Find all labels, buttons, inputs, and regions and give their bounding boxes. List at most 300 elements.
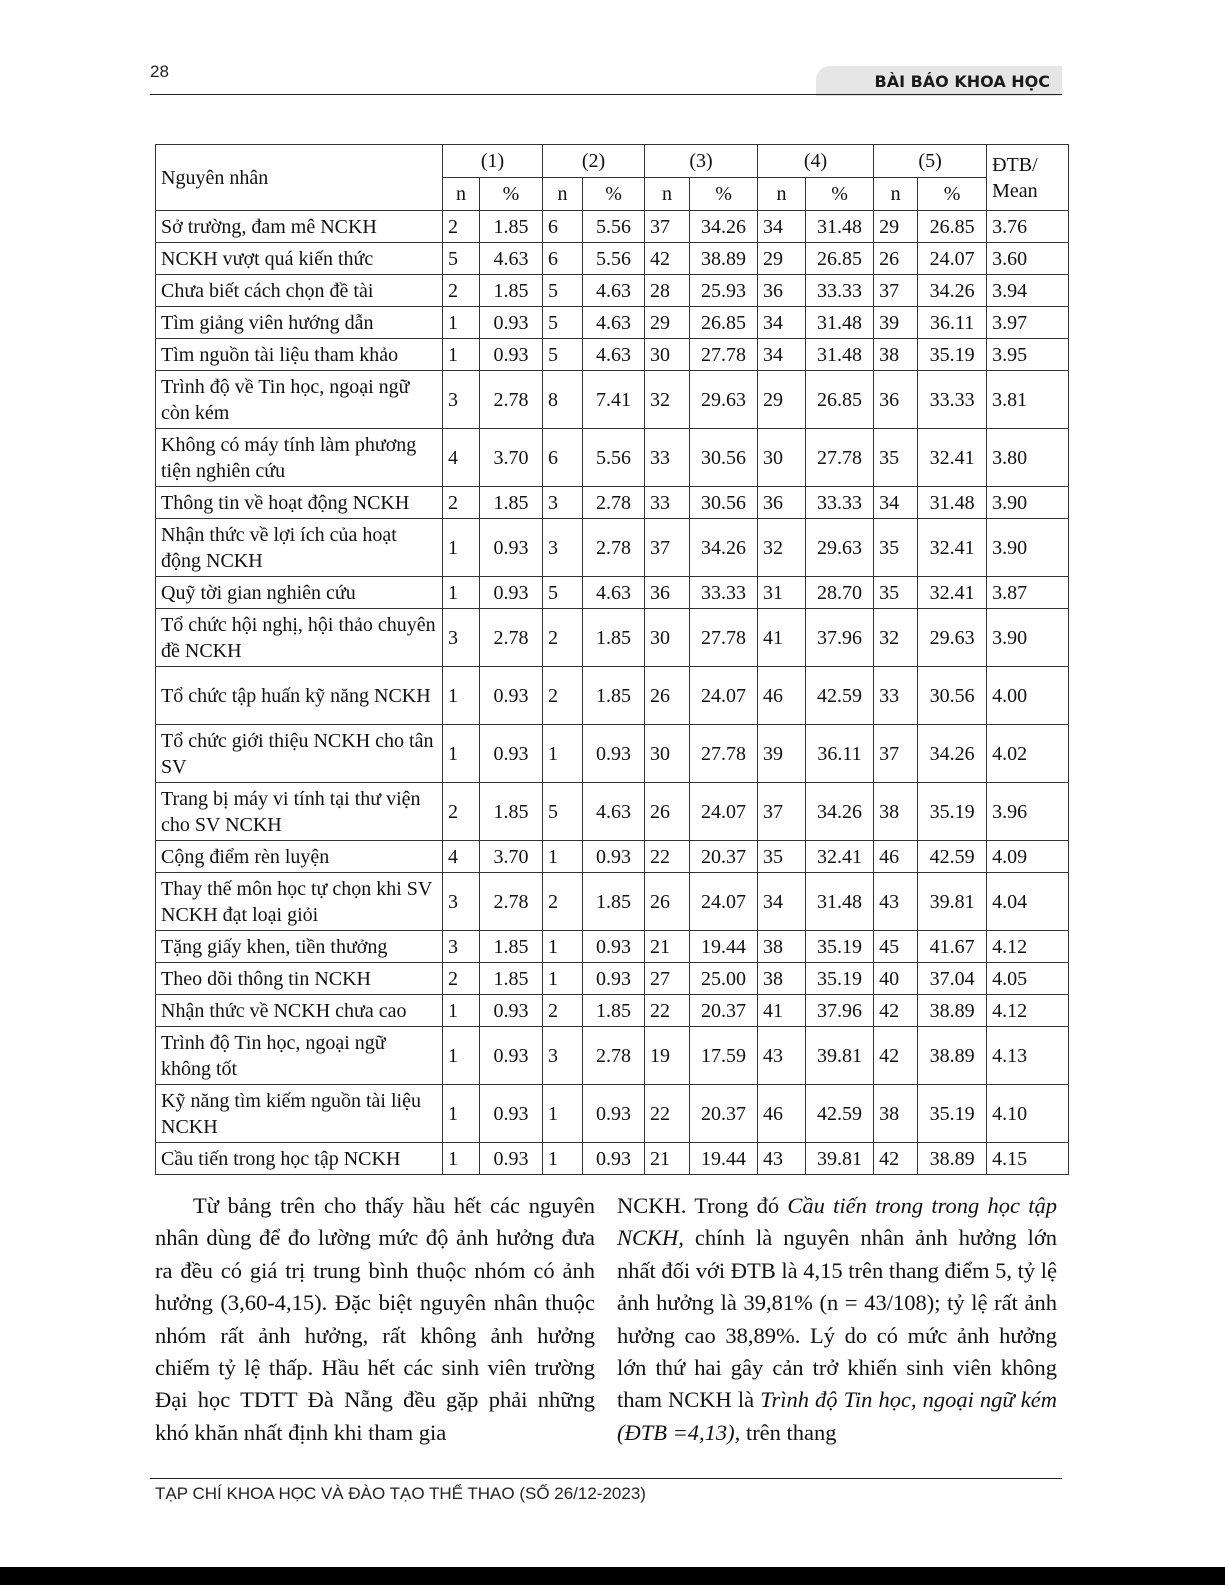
percent-cell: 4.63: [583, 307, 645, 339]
percent-cell: 35.19: [806, 931, 874, 963]
journal-footer: TẠP CHÍ KHOA HỌC VÀ ĐÀO TẠO THỂ THAO (SỐ 26/12-2023): [155, 1484, 646, 1503]
cause-cell: Nhận thức về lợi ích của hoạt động NCKH: [156, 519, 443, 577]
count-cell: 35: [874, 577, 918, 609]
count-cell: 45: [874, 931, 918, 963]
count-cell: 19: [645, 1027, 690, 1085]
cause-cell: Thay thế môn học tự chọn khi SV NCKH đạt loại giỏi: [156, 873, 443, 931]
table-row: [156, 371, 1069, 429]
header-mean-line1: ĐTB/: [992, 153, 1038, 176]
count-cell: 3: [443, 931, 480, 963]
count-cell: 6: [543, 429, 583, 487]
count-cell: 37: [645, 211, 690, 243]
count-cell: 5: [543, 339, 583, 371]
mean-cell: 4.10: [987, 1085, 1069, 1143]
percent-cell: 24.07: [690, 873, 758, 931]
table-row: [156, 307, 1069, 339]
percent-cell: 30.56: [690, 429, 758, 487]
table-row: [156, 211, 1069, 243]
count-cell: 29: [758, 243, 806, 275]
cause-cell: Theo dõi thông tin NCKH: [156, 963, 443, 995]
mean-cell: 3.76: [987, 211, 1069, 243]
cause-cell: Quỹ tời gian nghiên cứu: [156, 577, 443, 609]
percent-cell: 7.41: [583, 371, 645, 429]
count-cell: 42: [645, 243, 690, 275]
percent-cell: 0.93: [480, 339, 543, 371]
mean-cell: 3.95: [987, 339, 1069, 371]
count-cell: 2: [443, 963, 480, 995]
count-cell: 2: [543, 873, 583, 931]
percent-cell: 28.70: [806, 577, 874, 609]
count-cell: 1: [543, 963, 583, 995]
percent-cell: 3.70: [480, 841, 543, 873]
count-cell: 3: [543, 1027, 583, 1085]
cause-cell: Tổ chức tập huấn kỹ năng NCKH: [156, 667, 443, 725]
count-cell: 26: [645, 783, 690, 841]
table-row: [156, 339, 1069, 371]
percent-cell: 1.85: [480, 783, 543, 841]
table-row: [156, 1027, 1069, 1085]
percent-cell: 32.41: [918, 577, 987, 609]
percent-cell: 39.81: [806, 1143, 874, 1175]
count-cell: 36: [758, 275, 806, 307]
table-row: [156, 873, 1069, 931]
header-pct: %: [806, 178, 874, 211]
percent-cell: 4.63: [583, 275, 645, 307]
count-cell: 36: [874, 371, 918, 429]
percent-cell: 0.93: [583, 963, 645, 995]
count-cell: 29: [758, 371, 806, 429]
count-cell: 1: [543, 725, 583, 783]
count-cell: 39: [758, 725, 806, 783]
count-cell: 26: [645, 667, 690, 725]
percent-cell: 0.93: [583, 725, 645, 783]
count-cell: 21: [645, 931, 690, 963]
percent-cell: 38.89: [918, 995, 987, 1027]
count-cell: 43: [874, 873, 918, 931]
percent-cell: 24.07: [918, 243, 987, 275]
count-cell: 4: [443, 429, 480, 487]
count-cell: 6: [543, 243, 583, 275]
count-cell: 2: [443, 211, 480, 243]
count-cell: 38: [874, 1085, 918, 1143]
count-cell: 43: [758, 1027, 806, 1085]
count-cell: 35: [874, 429, 918, 487]
percent-cell: 0.93: [480, 995, 543, 1027]
mean-cell: 4.04: [987, 873, 1069, 931]
cause-cell: Kỹ năng tìm kiếm nguồn tài liệu NCKH: [156, 1085, 443, 1143]
header-n: n: [758, 178, 806, 211]
percent-cell: 19.44: [690, 931, 758, 963]
percent-cell: 0.93: [583, 1143, 645, 1175]
percent-cell: 31.48: [806, 339, 874, 371]
percent-cell: 4.63: [480, 243, 543, 275]
percent-cell: 41.67: [918, 931, 987, 963]
count-cell: 34: [758, 211, 806, 243]
percent-cell: 19.44: [690, 1143, 758, 1175]
header-mean: [987, 145, 1069, 211]
percent-cell: 26.85: [806, 371, 874, 429]
body-paragraph-continued: [617, 1190, 1057, 1449]
mean-cell: 3.94: [987, 275, 1069, 307]
mean-cell: 3.90: [987, 487, 1069, 519]
percent-cell: 3.70: [480, 429, 543, 487]
count-cell: 35: [758, 841, 806, 873]
percent-cell: 32.41: [918, 429, 987, 487]
count-cell: 38: [758, 963, 806, 995]
count-cell: 37: [758, 783, 806, 841]
count-cell: 2: [543, 995, 583, 1027]
percent-cell: 25.00: [690, 963, 758, 995]
body-italic-run: Cầu tiến trong trong học tập NCKH,: [617, 1193, 1057, 1251]
count-cell: 22: [645, 841, 690, 873]
header-n: n: [874, 178, 918, 211]
mean-cell: 3.97: [987, 307, 1069, 339]
count-cell: 26: [645, 873, 690, 931]
header-group-4: (4): [758, 145, 874, 178]
count-cell: 1: [443, 995, 480, 1027]
percent-cell: 32.41: [918, 519, 987, 577]
percent-cell: 4.63: [583, 339, 645, 371]
count-cell: 3: [443, 609, 480, 667]
percent-cell: 35.19: [918, 339, 987, 371]
header-pct: %: [918, 178, 987, 211]
count-cell: 5: [543, 275, 583, 307]
percent-cell: 1.85: [480, 931, 543, 963]
count-cell: 1: [443, 667, 480, 725]
header-pct: %: [690, 178, 758, 211]
percent-cell: 2.78: [480, 873, 543, 931]
percent-cell: 0.93: [583, 1085, 645, 1143]
count-cell: 2: [443, 487, 480, 519]
count-cell: 34: [758, 339, 806, 371]
count-cell: 2: [443, 275, 480, 307]
count-cell: 35: [874, 519, 918, 577]
count-cell: 42: [874, 995, 918, 1027]
count-cell: 22: [645, 995, 690, 1027]
percent-cell: 33.33: [918, 371, 987, 429]
count-cell: 1: [443, 307, 480, 339]
table-row: [156, 275, 1069, 307]
percent-cell: 37.04: [918, 963, 987, 995]
count-cell: 32: [758, 519, 806, 577]
count-cell: 27: [645, 963, 690, 995]
count-cell: 42: [874, 1143, 918, 1175]
mean-cell: 4.15: [987, 1143, 1069, 1175]
count-cell: 2: [543, 609, 583, 667]
cause-cell: Nhận thức về NCKH chưa cao: [156, 995, 443, 1027]
percent-cell: 42.59: [806, 667, 874, 725]
mean-cell: 3.80: [987, 429, 1069, 487]
mean-cell: 3.90: [987, 519, 1069, 577]
count-cell: 22: [645, 1085, 690, 1143]
percent-cell: 33.33: [690, 577, 758, 609]
percent-cell: 0.93: [480, 725, 543, 783]
body-italic-run: Trình độ Tin học, ngoại ngữ kém (ĐTB =4,13),: [617, 1387, 1057, 1445]
mean-cell: 4.02: [987, 725, 1069, 783]
percent-cell: 36.11: [806, 725, 874, 783]
cause-cell: Trang bị máy vi tính tại thư viện cho SV NCKH: [156, 783, 443, 841]
percent-cell: 37.96: [806, 609, 874, 667]
percent-cell: 35.19: [806, 963, 874, 995]
percent-cell: 35.19: [918, 1085, 987, 1143]
percent-cell: 5.56: [583, 211, 645, 243]
percent-cell: 39.81: [918, 873, 987, 931]
cause-cell: Không có máy tính làm phương tiện nghiên cứu: [156, 429, 443, 487]
cause-cell: Tìm giảng viên hướng dẫn: [156, 307, 443, 339]
percent-cell: 4.63: [583, 577, 645, 609]
count-cell: 5: [543, 577, 583, 609]
count-cell: 21: [645, 1143, 690, 1175]
header-group-2: (2): [543, 145, 645, 178]
table-row: [156, 995, 1069, 1027]
percent-cell: 24.07: [690, 783, 758, 841]
table-row: [156, 841, 1069, 873]
count-cell: 1: [443, 577, 480, 609]
percent-cell: 27.78: [806, 429, 874, 487]
percent-cell: 0.93: [480, 307, 543, 339]
percent-cell: 27.78: [690, 609, 758, 667]
table-body: [156, 211, 1069, 1175]
count-cell: 46: [758, 1085, 806, 1143]
percent-cell: 1.85: [480, 211, 543, 243]
percent-cell: 4.63: [583, 783, 645, 841]
header-group-5: (5): [874, 145, 987, 178]
count-cell: 38: [874, 339, 918, 371]
header-pct: %: [583, 178, 645, 211]
count-cell: 36: [645, 577, 690, 609]
percent-cell: 17.59: [690, 1027, 758, 1085]
percent-cell: 2.78: [480, 609, 543, 667]
count-cell: 1: [443, 1027, 480, 1085]
cause-cell: Trình độ về Tin học, ngoại ngữ còn kém: [156, 371, 443, 429]
header-n: n: [543, 178, 583, 211]
mean-cell: 3.90: [987, 609, 1069, 667]
percent-cell: 2.78: [583, 519, 645, 577]
percent-cell: 0.93: [480, 1085, 543, 1143]
count-cell: 8: [543, 371, 583, 429]
table-row: [156, 667, 1069, 725]
count-cell: 37: [874, 725, 918, 783]
count-cell: 31: [758, 577, 806, 609]
percent-cell: 2.78: [480, 371, 543, 429]
percent-cell: 1.85: [480, 487, 543, 519]
count-cell: 3: [543, 487, 583, 519]
results-table: [155, 144, 1069, 1175]
table-row: [156, 609, 1069, 667]
header-pct: %: [480, 178, 543, 211]
count-cell: 1: [443, 519, 480, 577]
mean-cell: 4.12: [987, 995, 1069, 1027]
count-cell: 38: [874, 783, 918, 841]
cause-cell: Sở trường, đam mê NCKH: [156, 211, 443, 243]
percent-cell: 29.63: [690, 371, 758, 429]
percent-cell: 34.26: [690, 519, 758, 577]
percent-cell: 34.26: [918, 725, 987, 783]
count-cell: 30: [645, 725, 690, 783]
count-cell: 3: [543, 519, 583, 577]
mean-cell: 3.96: [987, 783, 1069, 841]
percent-cell: 35.19: [918, 783, 987, 841]
count-cell: 41: [758, 609, 806, 667]
percent-cell: 5.56: [583, 429, 645, 487]
page-bottom-edge: [0, 1567, 1225, 1585]
count-cell: 5: [543, 783, 583, 841]
header-divider: [150, 94, 1062, 95]
percent-cell: 36.11: [918, 307, 987, 339]
table-row: [156, 519, 1069, 577]
cause-cell: Thông tin về hoạt động NCKH: [156, 487, 443, 519]
count-cell: 39: [874, 307, 918, 339]
count-cell: 41: [758, 995, 806, 1027]
percent-cell: 34.26: [918, 275, 987, 307]
percent-cell: 1.85: [583, 873, 645, 931]
cause-cell: Tổ chức giới thiệu NCKH cho tân SV: [156, 725, 443, 783]
count-cell: 2: [543, 667, 583, 725]
page-number: 28: [150, 62, 169, 81]
percent-cell: 0.93: [480, 577, 543, 609]
percent-cell: 42.59: [918, 841, 987, 873]
count-cell: 29: [874, 211, 918, 243]
percent-cell: 29.63: [806, 519, 874, 577]
body-column-left: [155, 1190, 595, 1460]
percent-cell: 1.85: [480, 275, 543, 307]
table-row: [156, 783, 1069, 841]
percent-cell: 33.33: [806, 275, 874, 307]
table-row: [156, 487, 1069, 519]
cause-cell: Cộng điểm rèn luyện: [156, 841, 443, 873]
percent-cell: 0.93: [480, 519, 543, 577]
count-cell: 1: [543, 1143, 583, 1175]
percent-cell: 32.41: [806, 841, 874, 873]
percent-cell: 31.48: [806, 873, 874, 931]
cause-cell: NCKH vượt quá kiến thức: [156, 243, 443, 275]
header-group-3: (3): [645, 145, 758, 178]
count-cell: 5: [443, 243, 480, 275]
percent-cell: 5.56: [583, 243, 645, 275]
count-cell: 5: [543, 307, 583, 339]
percent-cell: 33.33: [806, 487, 874, 519]
percent-cell: 31.48: [918, 487, 987, 519]
percent-cell: 20.37: [690, 1085, 758, 1143]
count-cell: 30: [758, 429, 806, 487]
percent-cell: 2.78: [583, 1027, 645, 1085]
count-cell: 1: [543, 841, 583, 873]
count-cell: 38: [758, 931, 806, 963]
count-cell: 29: [645, 307, 690, 339]
count-cell: 1: [443, 339, 480, 371]
mean-cell: 3.87: [987, 577, 1069, 609]
percent-cell: 0.93: [480, 1143, 543, 1175]
count-cell: 34: [758, 873, 806, 931]
section-label: BÀI BÁO KHOA HỌC: [816, 66, 1062, 96]
table-row: [156, 577, 1069, 609]
cause-cell: Cầu tiến trong học tập NCKH: [156, 1143, 443, 1175]
count-cell: 3: [443, 371, 480, 429]
percent-cell: 39.81: [806, 1027, 874, 1085]
count-cell: 3: [443, 873, 480, 931]
body-text-run: trên thang: [740, 1419, 837, 1445]
count-cell: 33: [645, 429, 690, 487]
percent-cell: 26.85: [806, 243, 874, 275]
percent-cell: 26.85: [690, 307, 758, 339]
percent-cell: 20.37: [690, 841, 758, 873]
header-mean-line2: Mean: [992, 179, 1038, 202]
table-row: [156, 725, 1069, 783]
count-cell: 34: [758, 307, 806, 339]
mean-cell: 4.05: [987, 963, 1069, 995]
header-n: n: [443, 178, 480, 211]
percent-cell: 1.85: [583, 667, 645, 725]
percent-cell: 2.78: [583, 487, 645, 519]
percent-cell: 0.93: [583, 931, 645, 963]
percent-cell: 38.89: [690, 243, 758, 275]
header-group-1: (1): [443, 145, 543, 178]
percent-cell: 27.78: [690, 725, 758, 783]
footer-divider: [150, 1478, 1062, 1479]
cause-cell: Tổ chức hội nghị, hội thảo chuyên đề NCKH: [156, 609, 443, 667]
count-cell: 33: [645, 487, 690, 519]
header-cause: Nguyên nhân: [156, 145, 443, 211]
count-cell: 30: [645, 609, 690, 667]
percent-cell: 0.93: [480, 667, 543, 725]
percent-cell: 1.85: [583, 995, 645, 1027]
count-cell: 40: [874, 963, 918, 995]
percent-cell: 34.26: [806, 783, 874, 841]
percent-cell: 30.56: [690, 487, 758, 519]
cause-cell: Trình độ Tin học, ngoại ngữ không tốt: [156, 1027, 443, 1085]
count-cell: 1: [543, 1085, 583, 1143]
percent-cell: 25.93: [690, 275, 758, 307]
cause-cell: Tặng giấy khen, tiền thưởng: [156, 931, 443, 963]
percent-cell: 24.07: [690, 667, 758, 725]
mean-cell: 4.09: [987, 841, 1069, 873]
percent-cell: 1.85: [480, 963, 543, 995]
count-cell: 4: [443, 841, 480, 873]
count-cell: 1: [543, 931, 583, 963]
percent-cell: 31.48: [806, 211, 874, 243]
mean-cell: 4.00: [987, 667, 1069, 725]
percent-cell: 29.63: [918, 609, 987, 667]
percent-cell: 26.85: [918, 211, 987, 243]
body-text-run: chính là nguyên nhân ảnh hưởng lớn nhất đối với ĐTB là 4,15 trên thang điểm 5, tỷ lệ ảnh hưởng là 39,81% (n = 43/108); tỷ lệ rất ảnh hưởng cao 38,89%. Lý do có mức ảnh hưởng lớn thứ hai gây cản trở khiến sinh viên không tham NCKH là: [617, 1225, 1057, 1413]
body-paragraph: Từ bảng trên cho thấy hầu hết các nguyên nhân dùng để đo lường mức độ ảnh hưởng đưa ra đều có giá trị trung bình thuộc nhóm có ảnh hưởng (3,60-4,15). Đặc biệt nguyên nhân thuộc nhóm rất ảnh hưởng, rất không ảnh hưởng chiếm tỷ lệ thấp. Hầu hết các sinh viên trường Đại học TDTT Đà Nẵng đều gặp phải những khó khăn nhất định khi tham gia: [155, 1193, 595, 1445]
count-cell: 26: [874, 243, 918, 275]
count-cell: 6: [543, 211, 583, 243]
cause-cell: Tìm nguồn tài liệu tham khảo: [156, 339, 443, 371]
count-cell: 2: [443, 783, 480, 841]
mean-cell: 3.60: [987, 243, 1069, 275]
table-row: [156, 429, 1069, 487]
count-cell: 34: [874, 487, 918, 519]
count-cell: 32: [874, 609, 918, 667]
count-cell: 46: [874, 841, 918, 873]
count-cell: 1: [443, 725, 480, 783]
header-n: n: [645, 178, 690, 211]
count-cell: 37: [874, 275, 918, 307]
percent-cell: 0.93: [480, 1027, 543, 1085]
count-cell: 33: [874, 667, 918, 725]
percent-cell: 31.48: [806, 307, 874, 339]
percent-cell: 38.89: [918, 1027, 987, 1085]
count-cell: 1: [443, 1085, 480, 1143]
percent-cell: 30.56: [918, 667, 987, 725]
count-cell: 1: [443, 1143, 480, 1175]
percent-cell: 1.85: [583, 609, 645, 667]
body-text-run: NCKH. Trong đó: [617, 1193, 788, 1218]
count-cell: 43: [758, 1143, 806, 1175]
percent-cell: 37.96: [806, 995, 874, 1027]
count-cell: 37: [645, 519, 690, 577]
